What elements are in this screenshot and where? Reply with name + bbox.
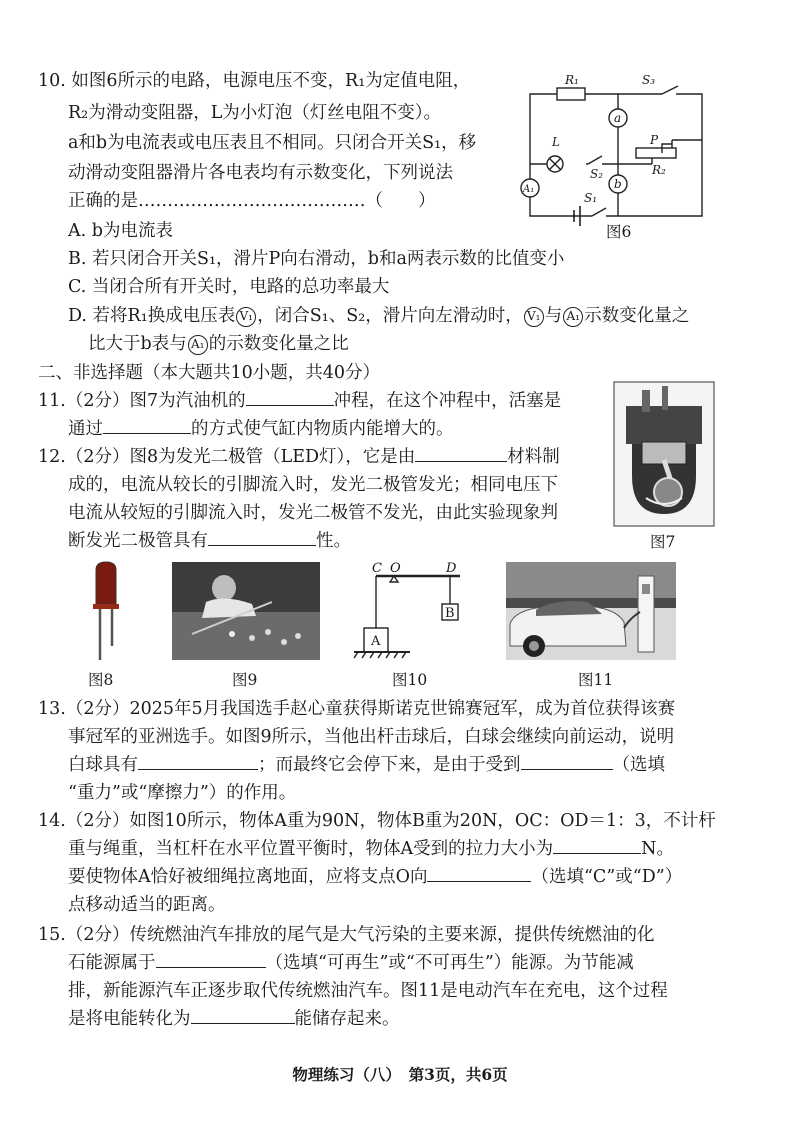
q12-line-1 — [38, 444, 560, 470]
q15-line-3: 排，新能源汽车正逐步取代传统燃油汽车。图11是电动汽车在充电，这个过程 — [68, 981, 668, 1001]
q10-option-b: B. 若只闭合开关S₁，滑片P向右滑动，b和a两表示数的比值变小 — [68, 249, 565, 269]
voltmeter-v1-symbol-2: V₁ — [524, 307, 544, 327]
figure-11-caption: 图11 — [578, 671, 614, 689]
q10-option-d-text-5: 比大于b表与 — [88, 334, 187, 354]
q13-line-1: 13.（2分）2025年5月我国选手赵心童获得斯诺克世锦赛冠军，成为首位获得该赛 — [38, 699, 676, 719]
q13-blank-1[interactable] — [138, 752, 258, 770]
q10-option-d-text-6: 的示数变化量之比 — [208, 334, 349, 354]
q10-option-a: A. b为电流表 — [68, 221, 173, 241]
q15-text-3: 是将电能转化为 — [68, 1009, 191, 1029]
q13-line-3 — [68, 752, 665, 778]
lever-label-c: C — [372, 561, 382, 576]
q13-blank-2[interactable] — [521, 752, 613, 770]
q12-blank-2[interactable] — [208, 528, 316, 546]
label-ammeter: A₁ — [523, 184, 535, 195]
q11-text-2: 冲程，在这个冲程中，活塞是 — [333, 391, 562, 411]
q10-line-5: 正确的是…………………………………（ ） — [68, 191, 436, 211]
q10-option-c: C. 当闭合所有开关时，电路的总功率最大 — [68, 277, 390, 297]
q13-line-4: “重力”或“摩擦力”）的作用。 — [68, 783, 297, 803]
q12-text-3: 断发光二极管具有 — [68, 531, 208, 551]
q10-option-d — [68, 303, 689, 329]
q12-line-2: 成的，电流从较长的引脚流入时，发光二极管发光；相同电压下 — [68, 475, 558, 495]
q14-blank-1[interactable] — [553, 836, 641, 854]
lever-label-d: D — [446, 561, 457, 576]
label-s1: S₁ — [584, 191, 598, 205]
label-s2: S₂ — [590, 167, 604, 181]
q11-text-1: 11.（2分）图7为汽油机的 — [38, 391, 246, 411]
figure-10-lever — [350, 560, 470, 664]
q14-line-3 — [68, 864, 682, 890]
figure-10-caption: 图10 — [392, 671, 428, 689]
label-slider-p: P — [650, 133, 659, 147]
label-s3: S₃ — [642, 73, 656, 87]
q10-line-1: 10. 如图6所示的电路，电源电压不变，R₁为定值电阻， — [38, 71, 471, 91]
q12-text-2: 材料制 — [507, 447, 560, 467]
q13-text-3: （选填 — [612, 755, 665, 775]
q14-line-4: 点移动适当的距离。 — [68, 895, 226, 915]
figure-7-caption: 图7 — [650, 533, 676, 551]
q11-line-1 — [38, 388, 561, 414]
q10-option-d-text-2: ，闭合S₁、S₂，滑片向左滑动时， — [257, 306, 523, 326]
q11-text-4: 的方式使气缸内物质内能增大的。 — [191, 419, 454, 439]
q10-option-d-cont — [88, 331, 349, 357]
section-2-heading: 二、非选择题（本大题共10小题，共40分） — [38, 363, 381, 383]
q15-text-1: 石能源属于 — [68, 953, 156, 973]
q11-line-2 — [68, 416, 454, 442]
figure-9-caption: 图9 — [232, 671, 258, 689]
q11-text-3: 通过 — [68, 419, 103, 439]
q10-option-d-text-3: 与 — [544, 306, 563, 326]
figure-7-engine — [612, 380, 716, 528]
q12-line-3: 电流从较短的引脚流入时，发光二极管不发光，由此实验现象判 — [68, 503, 558, 523]
label-meter-b: b — [614, 177, 622, 191]
q14-text-1: 重与绳重，当杠杆在水平位置平衡时，物体A受到的拉力大小为 — [68, 839, 554, 859]
page-footer: 物理练习（八） 第3页，共6页 — [292, 1065, 508, 1084]
ammeter-a1-symbol-2: A₁ — [188, 335, 208, 355]
q15-blank-2[interactable] — [191, 1006, 295, 1024]
q15-line-2 — [68, 950, 634, 976]
figure-11-ev-charging — [506, 562, 676, 660]
lever-label-b: B — [445, 606, 455, 621]
q14-line-1: 14.（2分）如图10所示，物体A重为90N，物体B重为20N，OC：OD＝1：3，不计杆 — [38, 811, 716, 831]
q14-text-3: 要使物体A恰好被细绳拉离地面，应将支点O向 — [68, 867, 428, 887]
q10-line-4: 动滑动变阻器滑片各电表均有示数变化，下列说法 — [68, 163, 453, 183]
voltmeter-v1-symbol: V₁ — [236, 307, 256, 327]
q15-line-1: 15.（2分）传统燃油汽车排放的尾气是大气污染的主要来源，提供传统燃油的化 — [38, 925, 655, 945]
q10-line-3: a和b为电流表或电压表且不相同。只闭合开关S₁，移 — [68, 133, 477, 153]
figure-9-snooker — [172, 562, 320, 660]
q14-line-2 — [68, 836, 674, 862]
q14-blank-2[interactable] — [427, 864, 531, 882]
q15-text-2: （选填“可再生”或“不可再生”）能源。为节能减 — [265, 953, 634, 973]
label-meter-a: a — [614, 111, 622, 125]
q10-option-d-text-1: D. 若将R₁换成电压表 — [68, 306, 236, 326]
q13-text-1: 白球具有 — [68, 755, 138, 775]
figure-6-circuit — [512, 66, 722, 236]
ammeter-a1-symbol: A₁ — [563, 307, 583, 327]
lever-label-a: A — [371, 634, 381, 649]
q15-blank-1[interactable] — [156, 950, 266, 968]
q11-blank-2[interactable] — [103, 416, 191, 434]
q11-blank-1[interactable] — [246, 388, 334, 406]
q13-text-2: ；而最终它会停下来，是由于受到 — [258, 755, 521, 775]
q10-option-d-text-4: 示数变化量之 — [584, 306, 690, 326]
lever-label-o: O — [390, 561, 401, 576]
q12-blank-1[interactable] — [415, 444, 507, 462]
q15-line-4 — [68, 1006, 400, 1032]
label-r1: R₁ — [565, 73, 579, 87]
figure-6-caption: 图6 — [606, 223, 632, 241]
label-r2: R₂ — [652, 163, 666, 177]
q12-text-4: 性。 — [316, 531, 351, 551]
figure-8-caption: 图8 — [88, 671, 114, 689]
q12-line-4 — [68, 528, 351, 554]
q14-text-4: （选填“C”或“D”） — [531, 867, 683, 887]
label-lamp: L — [552, 135, 560, 149]
q14-text-2: N。 — [641, 839, 674, 859]
q12-text-1: 12.（2分）图8为发光二极管（LED灯），它是由 — [38, 447, 416, 467]
figure-8-led — [84, 560, 134, 664]
q13-line-2: 事冠军的亚洲选手。如图9所示，当他出杆击球后，白球会继续向前运动，说明 — [68, 727, 675, 747]
q10-line-2: R₂为滑动变阻器，L为小灯泡（灯丝电阻不变）。 — [68, 103, 442, 123]
q15-text-4: 能储存起来。 — [294, 1009, 400, 1029]
